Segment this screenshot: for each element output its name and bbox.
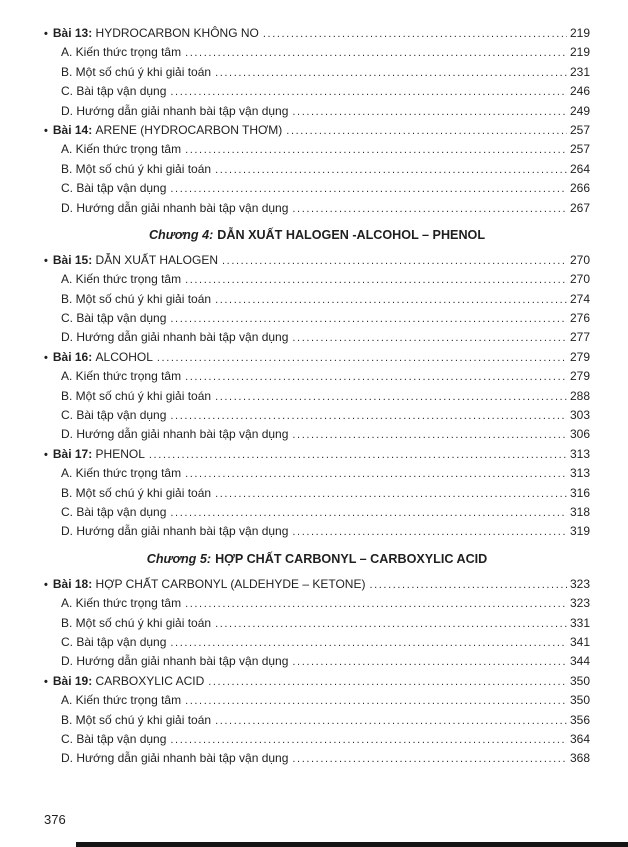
bullet-icon: • bbox=[44, 351, 48, 364]
entry-label: • Bài 15: DẪN XUẤT HALOGEN bbox=[44, 252, 219, 267]
bullet-icon: • bbox=[44, 578, 48, 591]
dot-leader bbox=[185, 43, 567, 63]
toc-entry-sub bbox=[44, 406, 590, 425]
entry-page-number: 246 bbox=[569, 84, 590, 99]
entry-page-number: 323 bbox=[569, 576, 590, 591]
dot-leader bbox=[185, 140, 567, 160]
entry-label: C. Bài tập vận dụng bbox=[61, 311, 167, 326]
entry-label: B. Một số chú ý khi giải toán bbox=[61, 388, 212, 403]
dot-leader bbox=[170, 633, 567, 653]
toc-entry-sub bbox=[44, 522, 590, 541]
dot-leader bbox=[369, 575, 567, 595]
entry-label: C. Bài tập vận dụng bbox=[61, 634, 167, 649]
toc-entry-sub bbox=[44, 270, 590, 289]
entry-prefix: Bài 15: bbox=[52, 252, 96, 267]
toc-entry-sub bbox=[44, 691, 590, 710]
dot-leader bbox=[170, 730, 567, 750]
entry-prefix: Bài 17: bbox=[52, 446, 96, 461]
entry-prefix: Bài 18: bbox=[52, 576, 96, 591]
entry-label: • Bài 17: PHENOL bbox=[44, 446, 145, 461]
dot-leader bbox=[170, 406, 567, 426]
toc-entry-sub bbox=[44, 309, 590, 328]
dot-leader bbox=[292, 749, 567, 769]
entry-label: A. Kiến thức trọng tâm bbox=[61, 142, 182, 157]
entry-page-number: 266 bbox=[569, 181, 590, 196]
dot-leader bbox=[170, 179, 567, 199]
bullet-icon: • bbox=[44, 124, 48, 137]
entry-label: B. Một số chú ý khi giải toán bbox=[61, 64, 212, 79]
entry-label: A. Kiến thức trọng tâm bbox=[61, 272, 182, 287]
entry-page-number: 331 bbox=[569, 615, 590, 630]
toc-entry-sub bbox=[44, 730, 590, 749]
entry-page-number: 313 bbox=[569, 446, 590, 461]
entry-page-number: 270 bbox=[569, 272, 590, 287]
dot-leader bbox=[185, 464, 567, 484]
entry-page-number: 306 bbox=[569, 427, 590, 442]
entry-label: • Bài 19: CARBOXYLIC ACID bbox=[44, 673, 205, 688]
toc-entry-lesson bbox=[44, 251, 590, 270]
entry-page-number: 279 bbox=[569, 349, 590, 364]
dot-leader bbox=[215, 484, 567, 504]
entry-page-number: 267 bbox=[569, 200, 590, 215]
entry-label: B. Một số chú ý khi giải toán bbox=[61, 615, 212, 630]
bullet-icon: • bbox=[44, 28, 48, 40]
entry-label: A. Kiến thức trọng tâm bbox=[61, 693, 182, 708]
dot-leader bbox=[292, 102, 567, 122]
entry-prefix: Bài 14: bbox=[52, 122, 96, 137]
dot-leader bbox=[149, 445, 567, 465]
entry-label: C. Bài tập vận dụng bbox=[61, 84, 167, 99]
entry-label: • Bài 18: HỢP CHẤT CARBONYL (ALDEHYDE – KETONE) bbox=[44, 576, 366, 591]
entry-page-number: 288 bbox=[569, 388, 590, 403]
dot-leader bbox=[185, 367, 567, 387]
entry-label: B. Một số chú ý khi giải toán bbox=[61, 485, 212, 500]
entry-label: B. Một số chú ý khi giải toán bbox=[61, 291, 212, 306]
toc-entry-sub bbox=[44, 484, 590, 503]
dot-leader bbox=[215, 290, 567, 310]
entry-label: A. Kiến thức trọng tâm bbox=[61, 596, 182, 611]
toc-list bbox=[44, 24, 590, 769]
toc-entry-sub bbox=[44, 594, 590, 613]
toc-entry-sub bbox=[44, 464, 590, 483]
entry-page-number: 350 bbox=[569, 673, 590, 688]
dot-leader bbox=[215, 63, 567, 83]
entry-page-number: 270 bbox=[569, 252, 590, 267]
entry-page-number: 274 bbox=[569, 291, 590, 306]
dot-leader bbox=[170, 309, 567, 329]
entry-page-number: 350 bbox=[569, 693, 590, 708]
toc-entry-lesson bbox=[44, 575, 590, 594]
entry-label: B. Một số chú ý khi giải toán bbox=[61, 712, 212, 727]
entry-page-number: 249 bbox=[569, 103, 590, 118]
chapter-prefix: Chương 5: bbox=[146, 551, 212, 566]
toc-entry-sub bbox=[44, 614, 590, 633]
entry-prefix: Bài 19: bbox=[52, 673, 96, 688]
entry-page-number: 323 bbox=[569, 596, 590, 611]
entry-page-number: 313 bbox=[569, 466, 590, 481]
toc-entry-sub bbox=[44, 633, 590, 652]
entry-prefix: Bài 13: bbox=[52, 26, 96, 40]
entry-page-number: 219 bbox=[569, 45, 590, 60]
dot-leader bbox=[292, 522, 567, 542]
toc-entry-sub bbox=[44, 179, 590, 198]
dot-leader bbox=[208, 672, 567, 692]
toc-entry-sub bbox=[44, 328, 590, 347]
toc-entry-sub bbox=[44, 63, 590, 82]
toc-entry-sub bbox=[44, 140, 590, 159]
dot-leader bbox=[292, 652, 567, 672]
entry-page-number: 318 bbox=[569, 504, 590, 519]
dot-leader bbox=[215, 387, 567, 407]
dot-leader bbox=[215, 160, 567, 180]
entry-page-number: 368 bbox=[569, 751, 590, 766]
dot-leader bbox=[292, 425, 567, 445]
entry-label: A. Kiến thức trọng tâm bbox=[61, 369, 182, 384]
bullet-icon: • bbox=[44, 675, 48, 688]
entry-label: A. Kiến thức trọng tâm bbox=[61, 466, 182, 481]
bottom-edge-bar bbox=[76, 842, 628, 847]
entry-label: A. Kiến thức trọng tâm bbox=[61, 45, 182, 60]
entry-page-number: 257 bbox=[569, 122, 590, 137]
toc-entry-sub bbox=[44, 425, 590, 444]
entry-label: D. Hướng dẫn giải nhanh bài tập vận dụng bbox=[61, 524, 289, 539]
toc-entry-sub bbox=[44, 290, 590, 309]
entry-label: B. Một số chú ý khi giải toán bbox=[61, 161, 212, 176]
entry-page-number: 341 bbox=[569, 634, 590, 649]
entry-label: C. Bài tập vận dụng bbox=[61, 181, 167, 196]
dot-leader bbox=[185, 594, 567, 614]
page-number: 376 bbox=[44, 812, 66, 827]
entry-label: D. Hướng dẫn giải nhanh bài tập vận dụng bbox=[61, 654, 289, 669]
dot-leader bbox=[170, 503, 567, 523]
entry-label: C. Bài tập vận dụng bbox=[61, 408, 167, 423]
entry-page-number: 276 bbox=[569, 311, 590, 326]
toc-entry-lesson bbox=[44, 445, 590, 464]
dot-leader bbox=[185, 270, 567, 290]
entry-page-number: 257 bbox=[569, 142, 590, 157]
dot-leader bbox=[157, 348, 567, 368]
toc-entry-sub bbox=[44, 749, 590, 768]
chapter-heading bbox=[44, 550, 590, 569]
toc-entry-sub bbox=[44, 199, 590, 218]
toc-entry-sub bbox=[44, 387, 590, 406]
dot-leader bbox=[292, 199, 567, 219]
entry-page-number: 219 bbox=[569, 26, 590, 40]
dot-leader bbox=[215, 614, 567, 634]
entry-label: D. Hướng dẫn giải nhanh bài tập vận dụng bbox=[61, 103, 289, 118]
bullet-icon: • bbox=[44, 448, 48, 461]
toc-entry-sub bbox=[44, 160, 590, 179]
entry-prefix: Bài 16: bbox=[52, 349, 96, 364]
entry-page-number: 344 bbox=[569, 654, 590, 669]
entry-label: D. Hướng dẫn giải nhanh bài tập vận dụng bbox=[61, 751, 289, 766]
toc-entry-sub bbox=[44, 102, 590, 121]
entry-label: C. Bài tập vận dụng bbox=[61, 504, 167, 519]
dot-leader bbox=[222, 251, 567, 271]
entry-page-number: 264 bbox=[569, 161, 590, 176]
toc-entry-sub bbox=[44, 82, 590, 101]
dot-leader bbox=[263, 24, 567, 44]
toc-entry-lesson bbox=[44, 348, 590, 367]
dot-leader bbox=[215, 711, 567, 731]
entry-page-number: 356 bbox=[569, 712, 590, 727]
entry-page-number: 277 bbox=[569, 330, 590, 345]
entry-label: D. Hướng dẫn giải nhanh bài tập vận dụng bbox=[61, 200, 289, 215]
entry-page-number: 319 bbox=[569, 524, 590, 539]
toc-entry-sub bbox=[44, 711, 590, 730]
entry-label: • Bài 13: HYDROCARBON KHÔNG NO bbox=[44, 26, 259, 40]
toc-entry-sub bbox=[44, 43, 590, 62]
toc-entry-lesson bbox=[44, 121, 590, 140]
toc-entry-sub bbox=[44, 367, 590, 386]
chapter-title: DẪN XUẤT HALOGEN -ALCOHOL – PHENOL bbox=[217, 227, 486, 242]
entry-page-number: 364 bbox=[569, 731, 590, 746]
entry-label: C. Bài tập vận dụng bbox=[61, 731, 167, 746]
entry-page-number: 231 bbox=[569, 64, 590, 79]
dot-leader bbox=[185, 691, 567, 711]
toc-entry-lesson bbox=[44, 24, 590, 43]
entry-page-number: 303 bbox=[569, 408, 590, 423]
chapter-heading bbox=[44, 226, 590, 245]
chapter-prefix: Chương 4: bbox=[148, 227, 214, 242]
dot-leader bbox=[286, 121, 567, 141]
toc-entry-sub bbox=[44, 503, 590, 522]
entry-label: • Bài 16: ALCOHOL bbox=[44, 349, 153, 364]
chapter-title: HỢP CHẤT CARBONYL – CARBOXYLIC ACID bbox=[215, 551, 488, 566]
toc-entry-sub bbox=[44, 652, 590, 671]
toc-entry-lesson bbox=[44, 672, 590, 691]
entry-label: D. Hướng dẫn giải nhanh bài tập vận dụng bbox=[61, 330, 289, 345]
dot-leader bbox=[292, 328, 567, 348]
bullet-icon: • bbox=[44, 254, 48, 267]
dot-leader bbox=[170, 82, 567, 102]
entry-label: D. Hướng dẫn giải nhanh bài tập vận dụng bbox=[61, 427, 289, 442]
entry-label: • Bài 14: ARENE (HYDROCARBON THƠM) bbox=[44, 122, 283, 137]
entry-page-number: 316 bbox=[569, 485, 590, 500]
entry-page-number: 279 bbox=[569, 369, 590, 384]
